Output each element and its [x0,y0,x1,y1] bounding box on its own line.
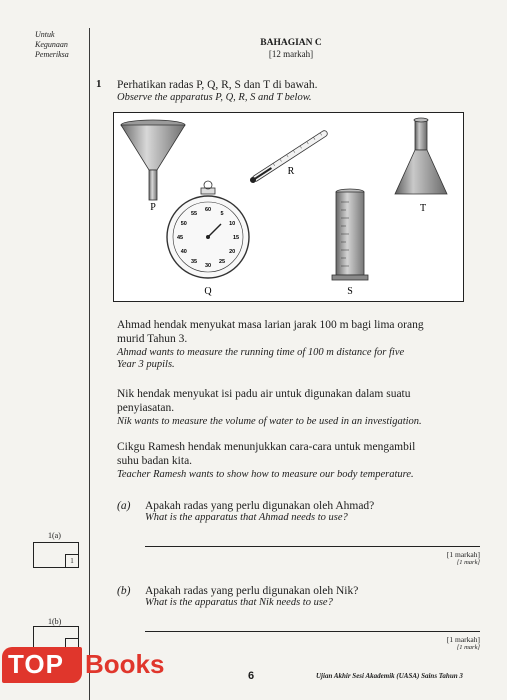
stopwatch-number-30: 30 [204,263,212,269]
stopwatch-number-55: 55 [190,210,198,217]
scenario-1-ms-line-2: murid Tahun 3. [117,333,188,345]
part-a-question-ms: Apakah radas yang perlu digunakan oleh Ahmad? [145,500,375,512]
stopwatch-number-10: 10 [229,221,236,227]
part-a-answer-line[interactable] [145,546,480,547]
label-r: R [287,166,295,177]
part-a-label: (a) [117,500,131,512]
score-box-b-label: 1(b) [48,617,62,626]
examiner-line-3: Pemeriksa [35,50,69,59]
scenario-2-ms-line-1: Nik hendak menyukat isi padu air untuk digunakan dalam suatu [117,388,411,400]
scenario-3-ms-line-1: Cikgu Ramesh hendak menunjukkan cara-cara untuk mengambil [117,441,416,453]
scenario-3-ms-line-2: suhu badan kita. [117,455,193,467]
stopwatch-number-5: 5 [220,210,224,217]
page-number: 6 [248,670,255,682]
examiner-line-2: Kegunaan [35,40,68,49]
stopwatch-number-45: 45 [176,235,184,241]
part-a-marks-en: [1 mark] [456,559,480,566]
instruction-en: Observe the apparatus P, Q, R, S and T below. [117,92,312,103]
margin-line [89,28,90,700]
score-box-a-label: 1(a) [48,531,61,540]
apparatus-figure [113,112,464,302]
part-a-question-en: What is the apparatus that Ahmad needs to use? [145,512,348,523]
section-marks: [12 markah] [268,49,314,59]
scenario-2-en: Nik wants to measure the volume of water to be used in an investigation. [117,416,422,427]
scenario-1-en-line-2: Year 3 pupils. [117,359,175,370]
scenario-2-ms [117,387,482,415]
part-b-marks-ms: [1 markah] [446,635,480,644]
scenario-1-ms [117,318,482,346]
question-number: 1 [96,78,102,90]
instruction-ms: Perhatikan radas P, Q, R, S dan T di bawah. [117,79,318,91]
scenario-1-ms-line-1: Ahmad hendak menyukat masa larian jarak 100 m bagi lima orang [117,319,424,331]
examiner-line-1: Untuk [35,30,55,39]
stopwatch-number-15: 15 [232,235,240,241]
scenario-3-en: Teacher Ramesh wants to show how to measure our body temperature. [117,469,414,480]
logo-books-text: Books [85,649,165,679]
label-p: P [150,202,156,213]
scenario-2-ms-line-2: penyiasatan. [117,402,175,414]
stopwatch-number-40: 40 [180,249,187,255]
topbooks-logo [0,645,180,685]
scenario-3-ms [117,440,482,468]
part-b-marks-en: [1 mark] [456,644,480,651]
stopwatch-number-35: 35 [190,259,198,266]
scenario-1-en [117,347,482,371]
logo-top-text: TOP [8,649,64,679]
score-box-a-max: 1 [65,554,79,568]
exam-title: Ujian Akhir Sesi Akademik (UASA) Sains Tahun 3 [316,672,463,680]
stopwatch-number-50: 50 [180,221,187,227]
part-b-answer-line[interactable] [145,631,480,632]
stopwatch-number-20: 20 [229,249,236,255]
stopwatch-number-60: 60 [204,207,212,213]
part-b-question-ms: Apakah radas yang perlu digunakan oleh Nik? [145,585,359,597]
examiner-use-label [35,30,69,60]
label-t: T [419,203,427,214]
label-s: S [347,286,353,297]
part-a-marks-ms: [1 markah] [446,550,480,559]
stopwatch-number-25: 25 [218,259,226,266]
scenario-1-en-line-1: Ahmad wants to measure the running time of 100 m distance for five [117,347,405,358]
label-q: Q [204,286,212,297]
part-b-question-en: What is the apparatus that Nik needs to use? [145,597,333,608]
section-title: BAHAGIAN C [260,38,322,48]
score-box-a [33,542,79,568]
part-b-label: (b) [117,585,131,597]
measuring-cylinder-s-icon [332,189,368,280]
